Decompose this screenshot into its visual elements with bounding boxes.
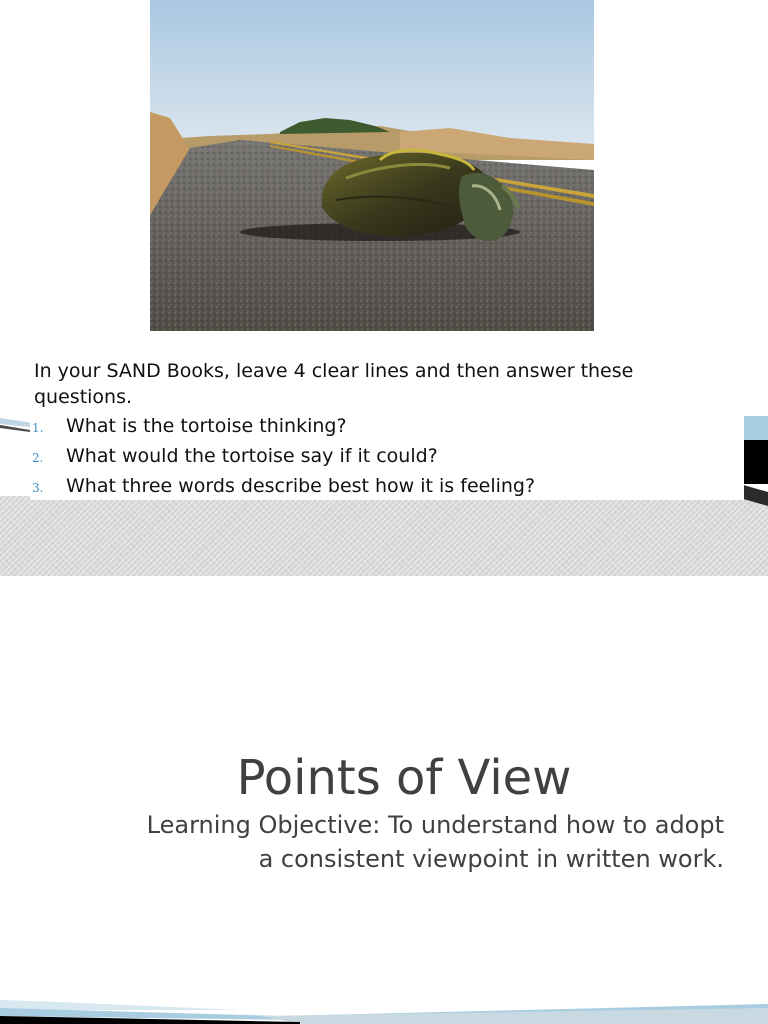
slide-title: Points of View (236, 750, 572, 806)
list-item (32, 411, 732, 441)
list-number: 2. (32, 451, 44, 465)
tortoise-photo (150, 0, 594, 331)
list-number: 1. (32, 421, 44, 435)
slide-2 (0, 576, 768, 1024)
list-item (32, 471, 732, 501)
list-number: 3. (32, 481, 44, 495)
learning-objective (44, 808, 724, 876)
question-text: What is the tortoise thinking? (66, 415, 347, 437)
decorative-bands-right (740, 416, 768, 506)
objective-line-1: Learning Objective: To understand how to adopt (146, 811, 724, 839)
questions-list (32, 411, 732, 501)
hatched-background-band (0, 496, 768, 576)
questions-textbox (30, 352, 744, 500)
instructions-text: In your SAND Books, leave 4 clear lines and then answer these questions. (34, 360, 634, 408)
objective-line-2: a consistent viewpoint in written work. (258, 845, 724, 873)
list-item (32, 441, 732, 471)
question-text: What three words describe best how it is feeling? (66, 475, 536, 497)
question-text: What would the tortoise say if it could? (66, 445, 438, 467)
decorative-bottom-bands (0, 986, 768, 1024)
